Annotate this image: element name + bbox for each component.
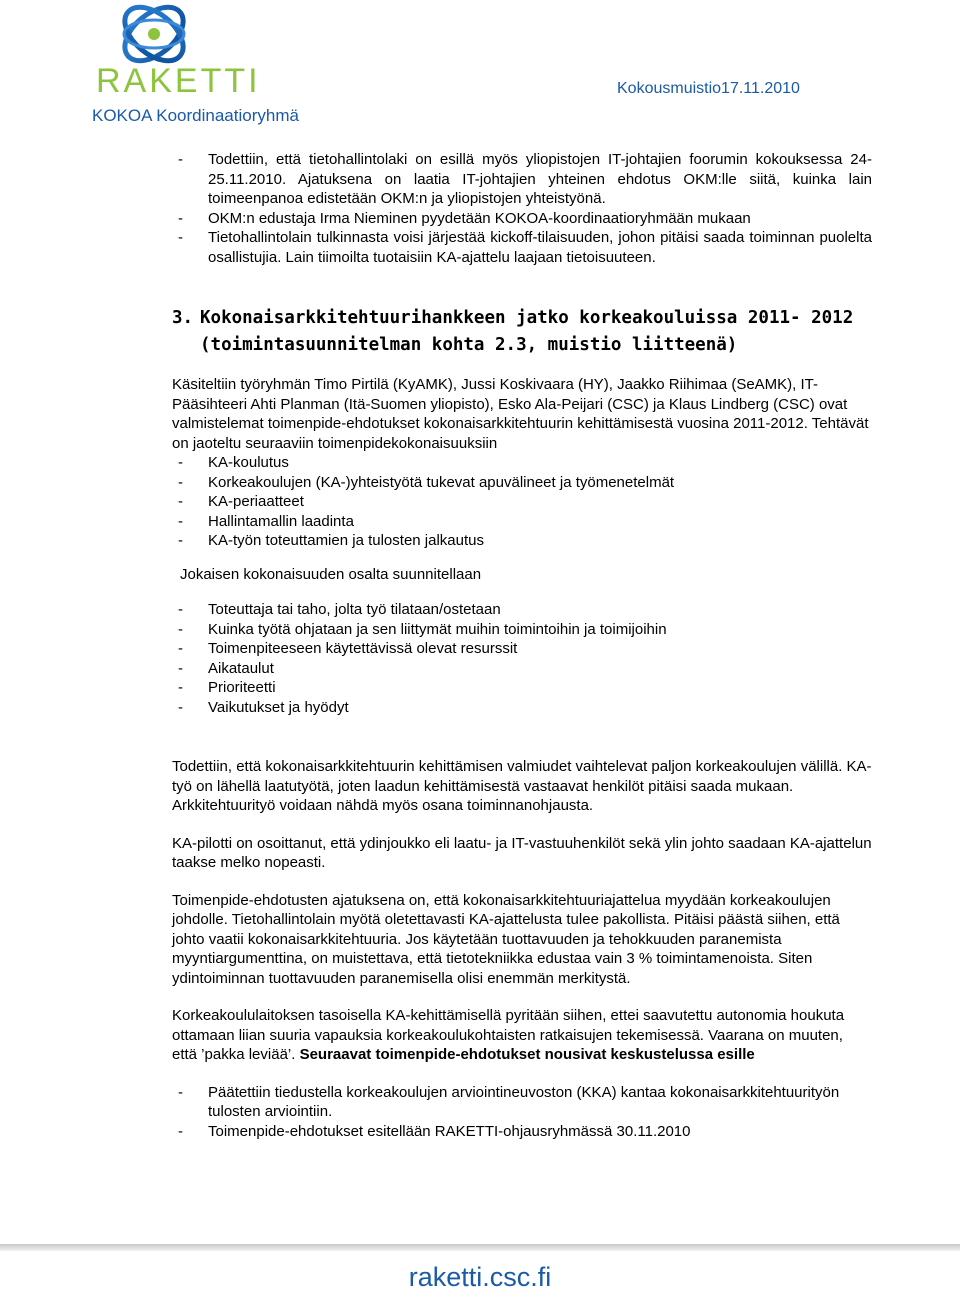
list-item-text: Toimenpide-ehdotukset esitellään RAKETTI-ohjausryhmässä 30.11.2010 xyxy=(208,1122,691,1140)
section-number: 3. xyxy=(172,308,194,328)
list-item-text: Korkeakoulujen (KA-)yhteistyötä tukevat apuvälineet ja työmenetelmät xyxy=(208,473,675,491)
intro-list xyxy=(172,150,872,267)
paragraph: Toimenpide-ehdotusten ajatuksena on, että kokonaisarkkitehtuuriajattelua myydään korkeakoulujen johdolle. Tietohallintolain myötä oletettavasti KA-ajattelusta tulee pakollista. Pitäisi päästä siihen, että johto vaatii kokonaisarkkitehtuuria. Jos käytetään tuottavuuden ja tehokkuuden paranemista myyntiargumenttina, on muistettava, että tietotekniikka edustaa vain 3 % toimintamenoista. Siten ydintoiminnan tuottavuuden paranemisella olisi enemmän merkitystä. xyxy=(172,891,840,987)
list-item: - KA-periaatteet xyxy=(178,493,304,510)
list-item: - Toimenpide-ehdotukset esitellään RAKETTI-ohjausryhmässä 30.11.2010 xyxy=(178,1122,691,1140)
list-item-text: KA-periaatteet xyxy=(208,493,304,510)
list-item: - Hallintamallin laadinta xyxy=(178,512,354,530)
raketti-logo xyxy=(92,0,261,100)
topics-list xyxy=(172,453,872,551)
list-intro: Jokaisen kokonaisuuden osalta suunnitellaan xyxy=(180,565,482,583)
document-body xyxy=(172,150,872,1141)
paragraph xyxy=(172,1006,872,1065)
list-item-text: Toteuttaja tai taho, jolta työ tilataan/ostetaan xyxy=(208,601,501,618)
list-item: - Aikataulut xyxy=(178,659,274,677)
list-item-text: KA-työn toteuttamien ja tulosten jalkautus xyxy=(208,532,484,549)
list-item: - OKM:n edustaja Irma Nieminen pyydetään KOKOA-koordinaatioryhmään mukaan xyxy=(178,209,751,227)
footer-url[interactable]: raketti.csc.fi xyxy=(408,1262,552,1292)
org-name: KOKOA Koordinaatioryhmä xyxy=(92,106,299,125)
logo-text: RAKETTI xyxy=(96,62,261,100)
list-item-text: Prioriteetti xyxy=(208,679,276,696)
list-item: - Vaikutukset ja hyödyt xyxy=(178,698,349,716)
list-item: - Päätettiin tiedustella korkeakoulujen arviointineuvoston (KKA) kantaa kokonaisarkkitehtuurityön tulosten arviointiin. xyxy=(178,1083,840,1120)
section-heading xyxy=(172,305,872,359)
paragraph: Todettiin, että kokonaisarkkitehtuurin kehittämisen valmiudet vaihtelevat paljon korkeakoulujen välillä. KA-työ on lähellä laatutyötä, joten laadun kehittämisestä vastaavat henkilöt pitäisi saada mukaan. Arkkitehtuurityö voidaan nähdä myös osana toiminnanohjausta. xyxy=(172,758,872,814)
logo-graphic-icon xyxy=(92,0,252,70)
list-item: - KA-työn toteuttamien ja tulosten jalkautus xyxy=(178,532,484,549)
list-item-text: KA-koulutus xyxy=(208,454,289,471)
paragraph: KA-pilotti on osoittanut, että ydinjoukko eli laatu- ja IT-vastuuhenkilöt sekä ylin johto saadaan KA-ajattelun taakse melko nopeasti. xyxy=(172,834,872,871)
list-item-text: Hallintamallin laadinta xyxy=(208,512,354,530)
list-item-text: Aikataulut xyxy=(208,659,274,677)
list-item: - Tietohallintolain tulkinnasta voisi järjestää kickoff-tilaisuuden, johon pitäisi saada toiminnan puolelta osallistujia. Lain tiimoilta tuotaisiin KA-ajattelu laajaan tietoisuuteen. xyxy=(178,229,872,266)
document-title: Kokousmuistio17.11.2010 xyxy=(617,80,800,97)
list-item-text: Vaikutukset ja hyödyt xyxy=(208,698,349,716)
list-item-text: Todettiin, että tietohallintolaki on esillä myös yliopistojen IT-johtajien foorumin kokouksessa 24-25.11.2010. Ajatuksena on laatia IT-johtajien yhteinen ehdotus OKM:lle siitä, kuinka lain toimeenpanoa edistetään OKM:n ja yliopistojen yhteistyönä. xyxy=(208,151,872,207)
section-title-line1: Kokonaisarkkitehtuurihankkeen jatko korkeakouluissa 2011- 2012 xyxy=(200,308,854,328)
footer-divider xyxy=(0,1244,960,1251)
list-item-text: Tietohallintolain tulkinnasta voisi järjestää kickoff-tilaisuuden, johon pitäisi saada toiminnan puolelta osallistujia. Lain tiimoilta tuotaisiin KA-ajattelu laajaan tietoisuuteen. xyxy=(208,229,872,266)
paragraph-text: Korkeakoululaitoksen tasoisella KA-kehittämisellä pyritään siihen, ettei saavutettu autonomia houkuta ottamaan liian suuria vapauksia korkeakoulukohtaisten ratkaisujen tekemisessä. Vaarana on muuten, että ’pakka leviää’. xyxy=(172,1007,845,1063)
list-item-text: Toimenpiteeseen käytettävissä olevat resurssit xyxy=(208,640,518,657)
planning-list xyxy=(172,600,872,717)
list-item: - Korkeakoulujen (KA-)yhteistyötä tukevat apuvälineet ja työmenetelmät xyxy=(178,473,675,491)
paragraph: Käsiteltiin työryhmän Timo Pirtilä (KyAMK), Jussi Koskivaara (HY), Jaakko Riihimaa (SeAMK), IT-Pääsihteeri Ahti Planman (Itä-Suomen yliopisto), Esko Ala-Peijari (CSC) ja Klaus Lindberg (CSC) ovat valmistelemat toimenpide-ehdotukset kokonaisarkkitehtuurin kehittämisestä vuosina 2011-2012. Tehtävät on jaoteltu seuraaviin toimenpidekokonaisuuksiin xyxy=(172,376,869,452)
list-item: - KA-koulutus xyxy=(178,454,289,471)
paragraph-bold-text: Seuraavat toimenpide-ehdotukset nousivat keskustelussa esille xyxy=(299,1046,755,1063)
list-item: - Todettiin, että tietohallintolaki on esillä myös yliopistojen IT-johtajien foorumin kokouksessa 24-25.11.2010. Ajatuksena on laatia IT-johtajien yhteinen ehdotus OKM:lle siitä, kuinka lain toimeenpanoa edistetään OKM:n ja yliopistojen yhteistyönä. xyxy=(178,151,872,207)
section-title-line2: (toimintasuunnitelman kohta 2.3, muistio liitteenä) xyxy=(200,335,738,355)
list-item-text: OKM:n edustaja Irma Nieminen pyydetään KOKOA-koordinaatioryhmään mukaan xyxy=(208,209,751,227)
list-item-text: Kuinka työtä ohjataan ja sen liittymät muihin toimintoihin ja toimijoihin xyxy=(208,620,667,638)
list-item: - Kuinka työtä ohjataan ja sen liittymät muihin toimintoihin ja toimijoihin xyxy=(178,620,667,638)
list-item: - Prioriteetti xyxy=(178,679,276,696)
list-item-text: Päätettiin tiedustella korkeakoulujen arviointineuvoston (KKA) kantaa kokonaisarkkitehtuurityön tulosten arviointiin. xyxy=(208,1083,840,1120)
list-item: - Toteuttaja tai taho, jolta työ tilataan/ostetaan xyxy=(178,601,501,618)
actions-list xyxy=(172,1083,872,1142)
list-item: - Toimenpiteeseen käytettävissä olevat resurssit xyxy=(178,640,518,657)
